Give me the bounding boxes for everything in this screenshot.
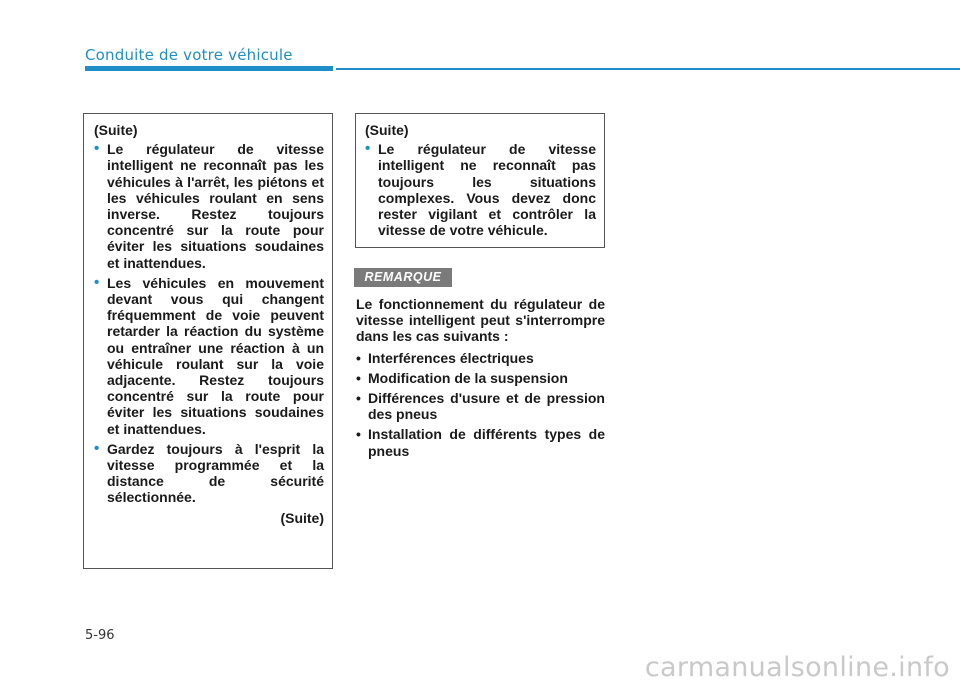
watermark: carmanualsonline.info (644, 652, 950, 683)
bullet-icon: • (94, 439, 100, 457)
header-rule-thick (85, 66, 333, 71)
note-intro: Le fonctionnement du régulateur de vitesse intelligent peut s'interrompre dans les cas suivants : (356, 296, 605, 345)
bullet-icon: • (356, 390, 361, 407)
note-list (356, 350, 605, 459)
list-item (356, 350, 605, 366)
bullet-icon: • (356, 426, 361, 443)
suite-label-top: (Suite) (94, 122, 138, 138)
page-number: 5-96 (85, 628, 115, 643)
list-item-text: Le régulateur de vitesse intelligent ne reconnaît pas toujours les situations complexes. Vous devez donc rester vigilant et contrôler la vitesse de votre véhicule. (378, 141, 596, 239)
section-title: Conduite de votre véhicule (85, 46, 293, 64)
note-section (356, 296, 605, 463)
list-item (94, 275, 324, 437)
list-item (356, 390, 605, 422)
header-rule-thin (336, 68, 960, 70)
suite-label-top: (Suite) (365, 122, 409, 138)
bullet-icon: • (356, 349, 361, 366)
list-item-text: Gardez toujours à l'esprit la vitesse programmée et la distance de sécurité sélectionnée. (107, 440, 324, 506)
list-item (356, 426, 605, 458)
bullet-icon: • (94, 140, 100, 158)
list-item (365, 141, 596, 238)
suite-label-bottom: (Suite) (280, 509, 324, 526)
list-item (94, 141, 324, 271)
warning-box-left (83, 113, 333, 569)
bullet-icon: • (365, 140, 371, 158)
list-item-text: Interférences électriques (368, 349, 534, 366)
warning-list (365, 141, 596, 238)
list-item-text: Modification de la suspension (368, 369, 568, 386)
list-item-text: Installation de différents types de pneus (368, 426, 605, 459)
list-item (356, 370, 605, 386)
list-item-text: Le régulateur de vitesse intelligent ne reconnaît pas les véhicules à l'arrêt, les piétons et les véhicules roulant en sens inverse. Restez toujours concentré sur la route pour éviter les situations soudaines et inattendues. (107, 141, 324, 271)
list-item-text: Les véhicules en mouvement devant vous qui changent fréquemment de voie peuvent retarder la réaction du système ou entraîner une réaction à un véhicule roulant sur la voie adjacente. Restez toujours concentré sur la route pour éviter les situations soudaines et inattendues. (107, 274, 324, 437)
list-item-text: Différences d'usure et de pression des pneus (368, 390, 605, 423)
bullet-icon: • (94, 273, 100, 291)
warning-list (94, 141, 324, 505)
bullet-icon: • (356, 369, 361, 386)
note-badge: REMARQUE (354, 268, 452, 287)
warning-box-right (355, 113, 605, 248)
list-item (94, 441, 324, 506)
